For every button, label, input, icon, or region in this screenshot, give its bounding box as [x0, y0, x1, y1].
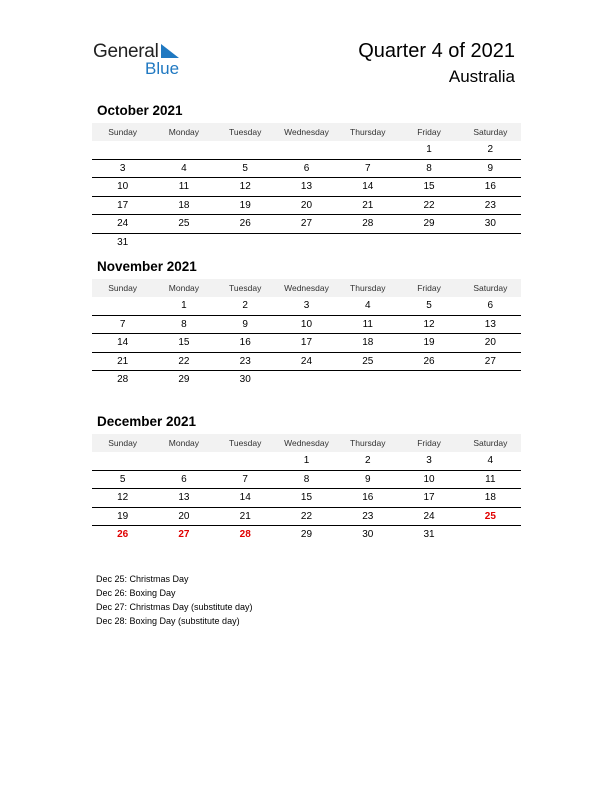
weekday-label: Monday — [168, 283, 200, 293]
day-cell: 16 — [362, 492, 374, 503]
day-cell: 29 — [423, 218, 435, 229]
day-cell: 18 — [484, 492, 496, 503]
day-cell: 14 — [117, 337, 129, 348]
day-cell: 2 — [487, 144, 494, 155]
day-cell: 19 — [117, 510, 129, 522]
holiday-note: Dec 26: Boxing Day — [96, 588, 176, 598]
day-cell: 27 — [484, 355, 496, 367]
day-cell: 11 — [178, 181, 190, 192]
day-cell: 23 — [362, 510, 374, 522]
day-cell: 4 — [487, 455, 494, 466]
day-cell: 18 — [178, 199, 190, 211]
day-cell: 26 — [239, 218, 251, 229]
day-cell: 31 — [423, 529, 435, 540]
weekday-label: Sunday — [108, 283, 138, 293]
day-cell: 7 — [119, 318, 126, 330]
day-cell: 16 — [239, 337, 251, 348]
day-cell: 17 — [300, 337, 313, 348]
month-title: November 2021 — [97, 259, 197, 274]
day-cell — [398, 234, 459, 252]
week-row — [92, 353, 521, 372]
day-cell — [215, 141, 276, 159]
day-cell: 17 — [423, 492, 435, 503]
week-row — [92, 234, 521, 252]
holiday-day-cell: 28 — [239, 529, 251, 540]
weekday-label: Sunday — [108, 127, 138, 137]
day-cell: 7 — [242, 473, 248, 485]
month-october — [92, 101, 521, 251]
day-cell: 24 — [423, 510, 435, 522]
day-cell: 6 — [303, 162, 310, 174]
day-cell: 23 — [484, 199, 496, 211]
day-cell: 23 — [239, 355, 251, 367]
holiday-note: Dec 25: Christmas Day — [96, 574, 189, 584]
day-cell: 10 — [117, 181, 129, 192]
weekday-label: Wednesday — [284, 438, 329, 448]
weekday-label: Saturday — [473, 283, 508, 293]
day-cell: 20 — [484, 337, 496, 348]
day-cell: 21 — [117, 355, 129, 367]
day-cell — [153, 234, 214, 252]
day-cell — [276, 371, 337, 389]
week-row — [92, 316, 521, 335]
weekday-header-row — [92, 123, 521, 141]
day-cell: 18 — [362, 337, 374, 348]
weekday-label: Monday — [168, 127, 200, 137]
day-cell: 5 — [119, 473, 126, 485]
day-cell: 4 — [364, 300, 371, 311]
weekday-label: Wednesday — [284, 127, 329, 137]
day-cell — [337, 141, 398, 159]
day-cell — [153, 452, 214, 470]
weekday-header-row — [92, 434, 521, 452]
logo-triangle-icon — [161, 44, 179, 58]
day-cell: 9 — [242, 318, 248, 330]
day-cell: 25 — [178, 218, 190, 229]
day-cell: 3 — [426, 455, 432, 466]
weekday-label: Friday — [417, 283, 441, 293]
day-cell: 9 — [364, 473, 371, 485]
week-row — [92, 197, 521, 216]
day-cell: 13 — [484, 318, 496, 330]
weekday-label: Thursday — [350, 438, 386, 448]
day-cell: 2 — [364, 455, 371, 466]
weekday-label: Friday — [417, 438, 441, 448]
day-cell: 25 — [362, 355, 374, 367]
week-row — [92, 452, 521, 471]
day-cell: 30 — [239, 374, 251, 385]
day-cell — [92, 297, 153, 315]
day-cell: 22 — [178, 355, 190, 367]
day-cell: 22 — [300, 510, 313, 522]
weekday-label: Thursday — [350, 127, 386, 137]
week-row — [92, 371, 521, 389]
day-cell: 26 — [423, 355, 435, 367]
month-title: October 2021 — [97, 103, 183, 118]
day-cell: 28 — [362, 218, 374, 229]
month-december — [92, 412, 521, 544]
week-row — [92, 141, 521, 160]
weekday-label: Saturday — [473, 127, 508, 137]
day-cell: 29 — [178, 374, 190, 385]
day-cell: 30 — [484, 218, 496, 229]
day-cell: 9 — [487, 162, 494, 174]
week-row — [92, 489, 521, 508]
day-cell — [460, 526, 521, 544]
generalblue-logo — [93, 41, 193, 81]
week-row — [92, 508, 521, 527]
day-cell — [153, 141, 214, 159]
week-row — [92, 178, 521, 197]
day-cell — [92, 452, 153, 470]
day-cell: 15 — [300, 492, 313, 503]
month-november — [92, 257, 521, 389]
holiday-day-cell: 25 — [484, 510, 496, 522]
day-cell: 21 — [362, 199, 374, 211]
holiday-note: Dec 28: Boxing Day (substitute day) — [96, 616, 240, 626]
week-row — [92, 526, 521, 544]
weekday-label: Friday — [417, 127, 441, 137]
day-cell — [460, 234, 521, 252]
day-cell: 16 — [484, 181, 496, 192]
day-cell — [398, 371, 459, 389]
weekday-label: Saturday — [473, 438, 508, 448]
weekday-label: Tuesday — [229, 127, 262, 137]
week-row — [92, 334, 521, 353]
month-title: December 2021 — [97, 414, 197, 429]
day-cell — [276, 234, 337, 252]
day-cell: 8 — [303, 473, 310, 485]
day-cell: 5 — [242, 162, 248, 174]
logo-general-text: General — [93, 41, 159, 62]
day-cell: 31 — [117, 236, 129, 248]
day-cell — [337, 371, 398, 389]
day-cell: 4 — [181, 162, 187, 174]
day-cell: 10 — [423, 473, 435, 485]
day-cell: 30 — [362, 529, 374, 540]
weekday-label: Sunday — [108, 438, 138, 448]
day-cell: 3 — [303, 300, 310, 311]
logo-blue-text: Blue — [145, 59, 180, 78]
day-cell — [92, 141, 153, 159]
day-cell: 1 — [303, 455, 310, 466]
day-cell: 28 — [117, 374, 129, 385]
day-cell: 14 — [239, 492, 251, 503]
day-cell: 3 — [119, 162, 126, 174]
day-cell: 27 — [300, 218, 313, 229]
day-cell: 19 — [423, 337, 435, 348]
day-cell: 14 — [362, 181, 374, 192]
day-cell: 13 — [300, 181, 313, 192]
holiday-notes — [96, 572, 253, 628]
day-cell: 21 — [239, 510, 251, 522]
day-cell: 11 — [485, 473, 496, 485]
day-cell: 10 — [300, 318, 313, 330]
day-cell: 20 — [300, 199, 313, 211]
weekday-header-row — [92, 279, 521, 297]
page-title: Quarter 4 of 2021 — [358, 40, 515, 62]
day-cell: 11 — [362, 318, 373, 330]
day-cell: 12 — [423, 318, 435, 330]
day-cell: 17 — [117, 199, 129, 211]
weekday-label: Tuesday — [229, 283, 262, 293]
day-cell: 20 — [178, 510, 190, 522]
day-cell: 8 — [181, 318, 187, 330]
day-cell: 12 — [239, 181, 251, 192]
day-cell: 15 — [178, 337, 190, 348]
day-cell — [215, 452, 276, 470]
day-cell: 12 — [117, 492, 129, 503]
day-cell: 13 — [178, 492, 190, 503]
day-cell — [215, 234, 276, 252]
week-row — [92, 471, 521, 490]
holiday-note: Dec 27: Christmas Day (substitute day) — [96, 602, 253, 612]
holiday-day-cell: 26 — [117, 529, 129, 540]
day-cell: 19 — [239, 199, 251, 211]
weekday-label: Wednesday — [284, 283, 329, 293]
day-cell: 1 — [426, 144, 432, 155]
day-cell: 15 — [423, 181, 435, 192]
day-cell: 2 — [242, 300, 248, 311]
day-cell — [276, 141, 337, 159]
day-cell: 6 — [181, 473, 187, 485]
day-cell — [460, 371, 521, 389]
weekday-label: Monday — [168, 438, 200, 448]
holiday-day-cell: 27 — [178, 529, 190, 540]
country-name: Australia — [448, 67, 515, 86]
week-row — [92, 297, 521, 316]
day-cell: 22 — [423, 199, 435, 211]
week-row — [92, 160, 521, 179]
day-cell: 5 — [426, 300, 432, 311]
day-cell: 24 — [117, 218, 129, 229]
day-cell: 7 — [364, 162, 371, 174]
day-cell: 1 — [181, 300, 187, 311]
week-row — [92, 215, 521, 234]
day-cell: 6 — [487, 300, 494, 311]
day-cell — [337, 234, 398, 252]
day-cell: 24 — [300, 355, 313, 367]
day-cell: 8 — [426, 162, 432, 174]
weekday-label: Tuesday — [229, 438, 262, 448]
day-cell: 29 — [300, 529, 313, 540]
weekday-label: Thursday — [350, 283, 386, 293]
